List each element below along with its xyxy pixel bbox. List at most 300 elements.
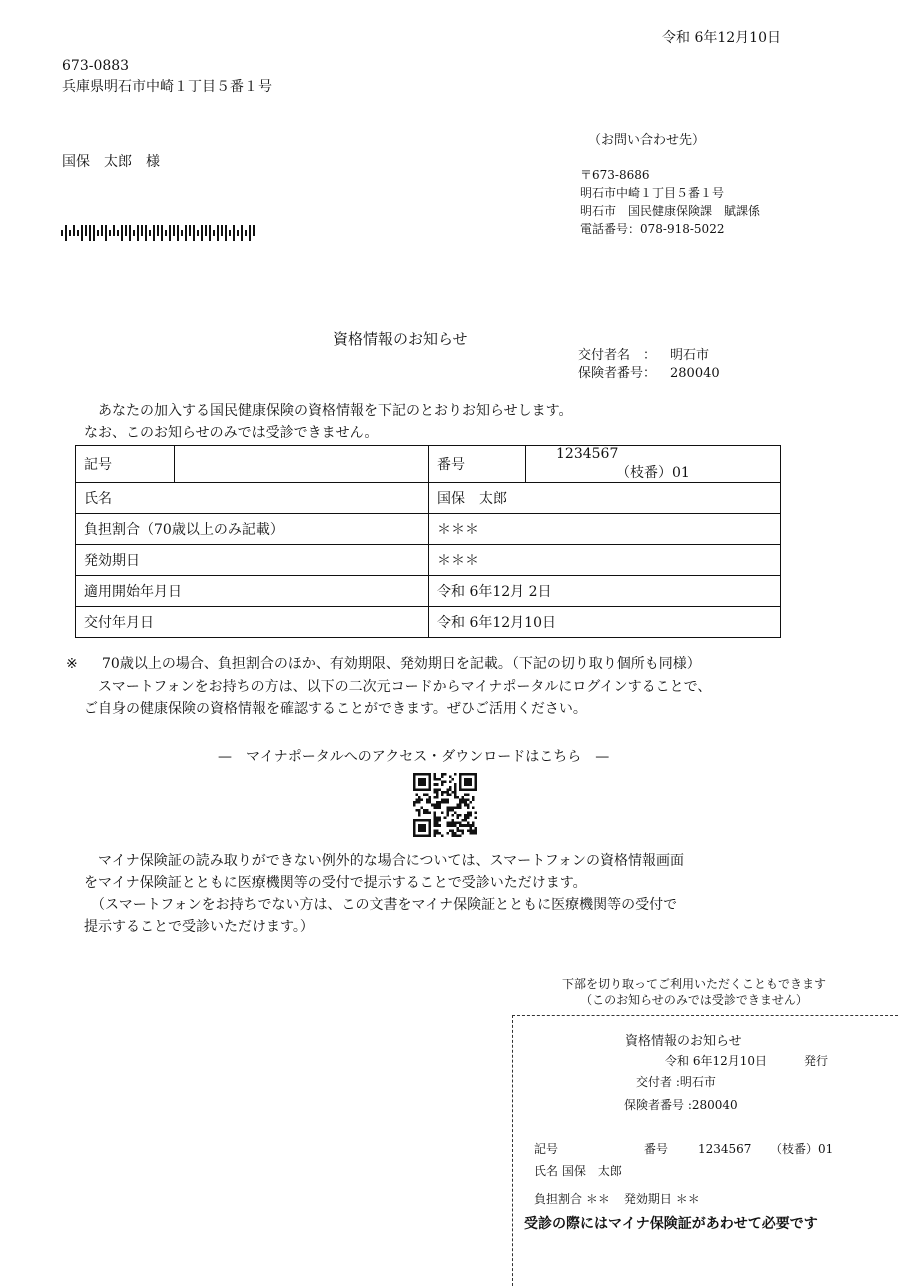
qr-module — [428, 819, 431, 822]
qr-module — [467, 799, 470, 802]
qr-module — [469, 778, 472, 781]
contact-phone: 電話番号：078-918-5022 — [580, 222, 725, 236]
cut-caption — [562, 976, 826, 1008]
qr-module — [459, 804, 462, 807]
qr-module — [464, 804, 467, 807]
qr-module — [457, 834, 460, 837]
qr-module — [454, 791, 457, 794]
qr-module — [436, 819, 439, 822]
qr-module — [467, 773, 470, 776]
qr-module — [459, 786, 462, 789]
qr-module — [464, 799, 467, 802]
barcode-bar — [157, 225, 159, 236]
qr-module — [444, 817, 447, 820]
barcode-bar — [209, 225, 211, 241]
qr-module — [433, 783, 436, 786]
qr-module — [467, 817, 470, 820]
qr-module — [446, 793, 449, 796]
barcode-bar — [237, 230, 239, 236]
slip-issued: 発行 — [804, 1054, 829, 1068]
qr-module — [469, 773, 472, 776]
intro-text — [84, 400, 572, 444]
qr-module — [454, 773, 457, 776]
qr-module — [459, 799, 462, 802]
qr-module — [428, 778, 431, 781]
qr-module — [444, 801, 447, 804]
row-label-name: 氏名 — [76, 483, 429, 514]
qr-module — [451, 814, 454, 817]
qr-module — [464, 778, 467, 781]
qr-module — [467, 778, 470, 781]
qr-module — [444, 799, 447, 802]
issuer-block — [578, 347, 720, 383]
qr-module — [413, 829, 416, 832]
barcode-bar — [129, 225, 131, 241]
qr-module — [423, 811, 426, 814]
barcode-bar — [233, 225, 235, 241]
qr-module — [413, 819, 416, 822]
qr-module — [423, 773, 426, 776]
qr-module — [436, 791, 439, 794]
bango-label: 番号 — [429, 446, 526, 483]
qr-module — [439, 824, 442, 827]
qr-module — [423, 834, 426, 837]
issue-date: 令和 6年12月10日 — [662, 30, 781, 46]
qr-module — [426, 834, 429, 837]
qr-module — [469, 783, 472, 786]
qr-module — [469, 788, 472, 791]
qr-module — [451, 822, 454, 825]
qr-module — [428, 788, 431, 791]
qr-module — [428, 781, 431, 784]
row-label-start-date: 適用開始年月日 — [76, 576, 429, 607]
qr-module — [413, 788, 416, 791]
qr-module — [428, 834, 431, 837]
qr-module — [446, 822, 449, 825]
age-note — [66, 654, 701, 675]
qr-module — [428, 776, 431, 779]
qr-module — [423, 827, 426, 830]
qr-module — [413, 778, 416, 781]
qr-module — [418, 781, 421, 784]
row-value-name: 国保 太郎 — [429, 483, 781, 514]
qr-module — [418, 814, 421, 817]
qr-module — [454, 788, 457, 791]
qr-module — [413, 824, 416, 827]
qr-module — [454, 811, 457, 814]
qr-module — [413, 783, 416, 786]
slip-date: 令和 6年12月10日 — [665, 1054, 767, 1068]
exception-line: （スマートフォンをお持ちでない方は、この文書をマイナ保険証とともに医療機関等の受付で — [84, 897, 678, 913]
qr-module — [467, 783, 470, 786]
qr-module — [449, 793, 452, 796]
barcode-bar — [105, 225, 107, 241]
row-value-burden: ＊＊＊ — [429, 514, 781, 545]
qr-module — [433, 796, 436, 799]
slip-bango-value: 1234567 — [698, 1142, 752, 1156]
qr-module — [428, 796, 431, 799]
table-row — [76, 545, 781, 576]
qr-module — [467, 811, 470, 814]
qr-module — [418, 783, 421, 786]
slip-notice: 受診の際にはマイナ保険証があわせて必要です — [524, 1216, 818, 1232]
row-label-issue-date: 交付年月日 — [76, 607, 429, 638]
qr-code[interactable] — [413, 773, 477, 837]
qr-module — [462, 829, 465, 832]
qr-module — [451, 834, 454, 837]
qr-module — [433, 824, 436, 827]
qr-module — [464, 773, 467, 776]
qr-module — [428, 827, 431, 830]
qr-module — [413, 801, 416, 804]
qr-module — [431, 804, 434, 807]
qr-module — [421, 827, 424, 830]
qr-module — [472, 796, 475, 799]
qr-module — [436, 822, 439, 825]
qr-module — [462, 819, 465, 822]
qr-module — [467, 781, 470, 784]
qr-module — [426, 788, 429, 791]
qr-module — [457, 814, 460, 817]
qr-module — [464, 814, 467, 817]
qr-module — [433, 814, 436, 817]
qr-module — [449, 786, 452, 789]
barcode-bar — [65, 225, 67, 241]
qr-module — [446, 801, 449, 804]
qr-module — [421, 783, 424, 786]
smartphone-line: スマートフォンをお持ちの方は、以下の二次元コードからマイナポータルにログインすることで、 — [84, 679, 712, 695]
qr-module — [418, 788, 421, 791]
qr-module — [433, 778, 436, 781]
qr-module — [416, 819, 419, 822]
barcode-bar — [101, 225, 103, 236]
qr-module — [433, 817, 436, 820]
qr-module — [433, 806, 436, 809]
qr-module — [436, 783, 439, 786]
row-label-effective-date: 発効期日 — [76, 545, 429, 576]
barcode-bar — [77, 230, 79, 236]
barcode-bar — [205, 225, 207, 236]
barcode-bar — [173, 225, 175, 236]
edaban-value: （枝番）01 — [616, 465, 690, 481]
qr-module — [459, 778, 462, 781]
qr-module — [418, 834, 421, 837]
qr-module — [441, 793, 444, 796]
barcode-bar — [181, 230, 183, 236]
barcode-bar — [137, 225, 139, 241]
qr-module — [459, 829, 462, 832]
qr-module — [416, 834, 419, 837]
qr-module — [446, 811, 449, 814]
note-text: 70歳以上の場合、負担割合のほか、有効期限、発効期日を記載。（下記の切り取り個所も同様） — [102, 656, 701, 672]
qr-module — [472, 773, 475, 776]
qr-module — [459, 781, 462, 784]
qr-module — [474, 786, 477, 789]
barcode-bar — [165, 230, 167, 236]
qr-module — [428, 832, 431, 835]
table-row — [76, 483, 781, 514]
qr-module — [436, 817, 439, 820]
barcode-bar — [177, 225, 179, 241]
qr-module — [413, 822, 416, 825]
row-label-burden: 負担割合（70歳以上のみ記載） — [76, 514, 429, 545]
qr-module — [421, 778, 424, 781]
barcode-bar — [253, 225, 255, 236]
qr-module — [433, 832, 436, 835]
qr-module — [428, 822, 431, 825]
qr-module — [413, 776, 416, 779]
row-value-effective-date: ＊＊＊ — [429, 545, 781, 576]
issuer-label: 交付者名 ： — [578, 348, 657, 363]
qr-module — [413, 773, 416, 776]
insurer-number-value: 280040 — [670, 366, 720, 381]
qr-module — [454, 793, 457, 796]
qr-module — [457, 796, 460, 799]
barcode-bar — [249, 225, 251, 241]
exception-text — [84, 850, 684, 938]
qr-module — [467, 822, 470, 825]
qr-module — [467, 806, 470, 809]
qr-module — [418, 778, 421, 781]
qr-module — [436, 793, 439, 796]
qr-module — [418, 811, 421, 814]
smartphone-line: ご自身の健康保険の資格情報を確認することができます。ぜひご活用ください。 — [84, 701, 587, 717]
qr-module — [462, 799, 465, 802]
qr-module — [413, 834, 416, 837]
qr-module — [423, 819, 426, 822]
qr-module — [421, 773, 424, 776]
qr-module — [472, 822, 475, 825]
qr-module — [413, 827, 416, 830]
qr-module — [451, 819, 454, 822]
qr-module — [441, 773, 444, 776]
barcode-bar — [73, 225, 75, 236]
qr-module — [474, 781, 477, 784]
qr-module — [418, 824, 421, 827]
qr-module — [462, 824, 465, 827]
barcode-bar — [149, 230, 151, 236]
qr-module — [464, 801, 467, 804]
qr-module — [472, 806, 475, 809]
barcode-bar — [97, 230, 99, 236]
barcode-bar — [193, 225, 195, 241]
qr-module — [459, 788, 462, 791]
qr-module — [439, 788, 442, 791]
qr-module — [418, 819, 421, 822]
bango-cell — [526, 446, 781, 483]
qr-module — [418, 796, 421, 799]
qr-module — [428, 801, 431, 804]
qr-module — [428, 786, 431, 789]
note-mark: ※ — [66, 656, 78, 672]
exception-line: マイナ保険証の読み取りができない例外的な場合については、スマートフォンの資格情報画面 — [84, 853, 685, 869]
qr-module — [436, 778, 439, 781]
qr-module — [426, 773, 429, 776]
qr-module — [428, 799, 431, 802]
qr-module — [464, 817, 467, 820]
qr-module — [459, 783, 462, 786]
qr-module — [416, 773, 419, 776]
qr-module — [421, 806, 424, 809]
barcode-bar — [61, 230, 63, 236]
barcode-bar — [141, 225, 143, 236]
qr-module — [416, 788, 419, 791]
qr-module — [449, 824, 452, 827]
qr-module — [451, 829, 454, 832]
qr-module — [436, 806, 439, 809]
qr-module — [472, 799, 475, 802]
qr-module — [433, 829, 436, 832]
contact-heading: （お問い合わせ先） — [588, 133, 706, 148]
slip-name-row — [534, 1162, 622, 1179]
qr-module — [428, 829, 431, 832]
qr-module — [439, 832, 442, 835]
qr-module — [472, 788, 475, 791]
qr-module — [446, 814, 449, 817]
recipient-postal-code: 673-0883 — [62, 58, 130, 74]
qr-module — [474, 783, 477, 786]
qr-module — [457, 806, 460, 809]
barcode-bar — [121, 225, 123, 241]
qr-module — [457, 822, 460, 825]
barcode-bar — [241, 225, 243, 241]
slip-burden-label: 負担割合 — [534, 1192, 583, 1206]
qr-module — [439, 806, 442, 809]
qr-module — [459, 822, 462, 825]
qr-module — [467, 804, 470, 807]
qr-module — [441, 781, 444, 784]
slip-burden-value: ＊＊ — [585, 1192, 610, 1206]
qr-module — [421, 788, 424, 791]
qr-module — [433, 819, 436, 822]
barcode-bar — [217, 225, 219, 241]
qr-module — [428, 811, 431, 814]
qr-module — [444, 773, 447, 776]
qr-module — [446, 824, 449, 827]
qr-module — [439, 817, 442, 820]
qr-module — [421, 829, 424, 832]
qr-module — [454, 834, 457, 837]
slip-issuer: 交付者 :明石市 — [636, 1075, 716, 1089]
exception-line: をマイナ保険証とともに医療機関等の受付で提示することで受診いただけます。 — [84, 875, 587, 891]
barcode-bar — [113, 225, 115, 236]
qr-module — [469, 811, 472, 814]
barcode-bar — [189, 225, 191, 236]
slip-effective-value: ＊＊ — [675, 1192, 700, 1206]
qr-module — [428, 783, 431, 786]
qr-module — [457, 817, 460, 820]
qr-module — [433, 822, 436, 825]
qr-module — [467, 824, 470, 827]
qr-module — [421, 799, 424, 802]
qr-module — [413, 786, 416, 789]
qr-module — [423, 781, 426, 784]
qr-module — [436, 801, 439, 804]
qr-module — [474, 778, 477, 781]
qr-module — [457, 829, 460, 832]
table-row — [76, 576, 781, 607]
qr-module — [464, 824, 467, 827]
slip-number-row — [534, 1140, 833, 1157]
qr-module — [449, 781, 452, 784]
qr-module — [441, 791, 444, 794]
qr-module — [436, 804, 439, 807]
qr-module — [449, 806, 452, 809]
contact-department: 明石市 国民健康保険課 賦課係 — [580, 204, 761, 218]
qr-module — [462, 773, 465, 776]
qr-module — [423, 809, 426, 812]
row-value-issue-date: 令和 6年12月10日 — [429, 607, 781, 638]
barcode-bar — [109, 230, 111, 236]
barcode-bar — [81, 225, 83, 241]
qr-module — [459, 834, 462, 837]
bango-value: 1234567 — [556, 446, 619, 462]
qr-module — [469, 832, 472, 835]
barcode-bar — [245, 230, 247, 236]
qr-module — [454, 824, 457, 827]
barcode-bar — [93, 225, 95, 241]
smartphone-text — [84, 676, 711, 720]
qr-module — [474, 829, 477, 832]
slip-name-value: 国保 太郎 — [561, 1164, 622, 1178]
recipient-name: 国保 太郎 様 — [62, 154, 160, 170]
table-row — [76, 514, 781, 545]
qr-module — [418, 827, 421, 830]
qr-module — [439, 819, 442, 822]
barcode-bar — [161, 225, 163, 241]
qr-module — [436, 788, 439, 791]
qr-module — [462, 796, 465, 799]
qr-module — [426, 793, 429, 796]
barcode-bar — [229, 230, 231, 236]
qr-module — [449, 788, 452, 791]
qr-module — [451, 778, 454, 781]
qr-module — [472, 829, 475, 832]
barcode-bar — [201, 225, 203, 241]
barcode-bar — [213, 230, 215, 236]
qr-module — [459, 824, 462, 827]
qr-module — [433, 811, 436, 814]
slip-insurer: 保険者番号 :280040 — [624, 1098, 738, 1112]
qr-module — [416, 793, 419, 796]
qr-module — [474, 788, 477, 791]
qr-module — [441, 799, 444, 802]
qr-module — [462, 801, 465, 804]
qr-module — [449, 809, 452, 812]
qr-module — [423, 783, 426, 786]
slip-bango-label: 番号 — [644, 1142, 669, 1156]
qr-module — [446, 788, 449, 791]
qr-module — [454, 786, 457, 789]
qr-module — [451, 824, 454, 827]
qr-module — [418, 801, 421, 804]
qr-module — [464, 819, 467, 822]
qr-module — [416, 809, 419, 812]
qr-module — [462, 788, 465, 791]
qr-module — [441, 776, 444, 779]
qr-module — [454, 783, 457, 786]
kigo-label: 記号 — [76, 446, 175, 483]
qr-module — [469, 827, 472, 830]
qr-module — [464, 788, 467, 791]
qr-module — [474, 773, 477, 776]
table-row — [76, 607, 781, 638]
qr-module — [474, 776, 477, 779]
qr-module — [413, 832, 416, 835]
qr-module — [459, 776, 462, 779]
qr-module — [454, 822, 457, 825]
slip-burden-row — [534, 1190, 700, 1207]
